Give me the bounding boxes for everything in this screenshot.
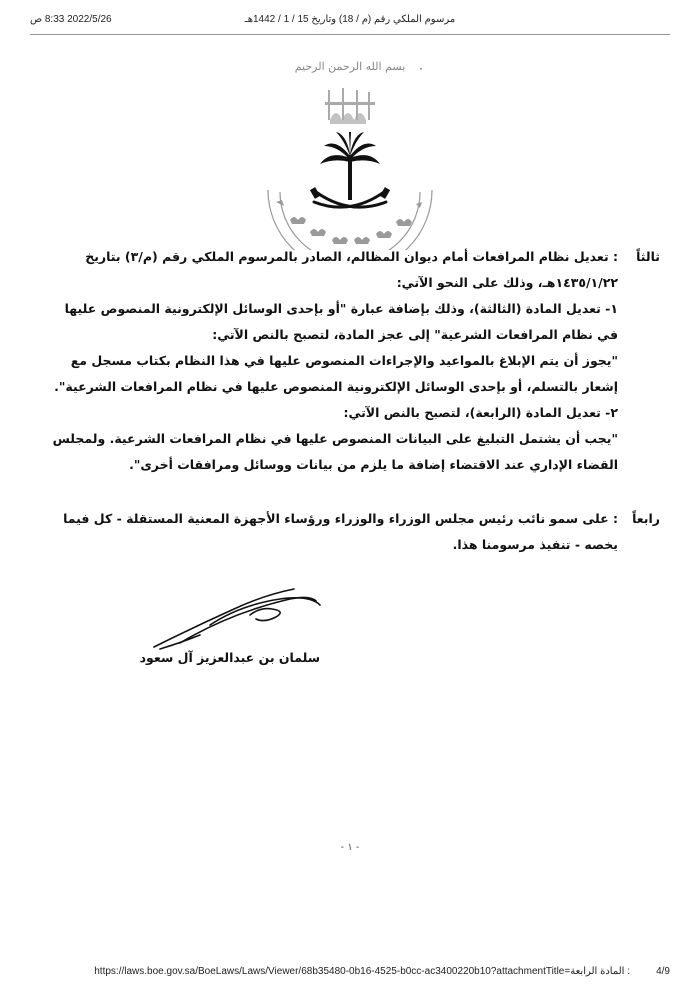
paragraph: "يجب أن يشتمل التبليغ على البيانات المنصوص عليها في نظام المرافعات الشرعية. ولمجلس القضاء الإداري عند الاقتضاء إضافة ما يلزم من بيانات ووسائل ومرافقات أخرى".: [52, 431, 618, 472]
section-fourth: [40, 506, 660, 558]
page-count: 4/9: [656, 966, 670, 977]
section-third: [40, 244, 660, 506]
signer-name: سلمان بن عبدالعزيز آل سعود: [139, 650, 320, 665]
source-url: https://laws.boe.gov.sa/BoeLaws/Laws/Viewer/68b35480-0b16-4525-b0cc-ac3400220b10?attachmentTitle=المادة الرابعة :: [94, 966, 630, 977]
header-divider: [30, 34, 670, 35]
royal-emblem: [250, 60, 450, 250]
palm-swords-emblem-icon: [250, 80, 450, 250]
paragraph: : تعديل نظام المرافعات أمام ديوان المظالم، الصادر بالمرسوم الملكي رقم (م/٣) بتاريخ ١٤٣٥/١/٢٢هـ، وذلك على النحو الآتي:: [85, 249, 618, 290]
paragraph: ١- تعديل المادة (الثالثة)، وذلك بإضافة عبارة "أو بإحدى الوسائل الإلكترونية المنصوص عليها في نظام المرافعات الشرعية" إلى عجز المادة، لتصبح بالنص الآتي:: [64, 301, 618, 342]
page-mark: ٠: [418, 62, 424, 75]
print-datetime: 2022/5/26 8:33 ص: [30, 14, 112, 25]
print-header: [30, 14, 670, 32]
bismillah-text: بسم الله الرحمن الرحيم: [294, 60, 406, 73]
page-number: - ١ -: [340, 842, 360, 853]
print-title: مرسوم الملكي رقم (م / 18) وتاريخ 15 / 1 / 1442هـ: [244, 14, 456, 25]
section-label: رابعاً: [632, 511, 660, 526]
paragraph: ٢- تعديل المادة (الرابعة)، لتصبح بالنص الآتي:: [343, 405, 618, 420]
paragraph: : على سمو نائب رئيس مجلس الوزراء والوزراء ورؤساء الأجهزة المعنية المستقلة - كل فيما يخصه - تنفيذ مرسومنا هذا.: [63, 511, 618, 552]
handwritten-signature-icon: [150, 585, 350, 655]
print-footer: [30, 966, 670, 982]
paragraph: "يجوز أن يتم الإبلاغ بالمواعيد والإجراءات المنصوص عليها في هذا النظام بكتاب مسجل مع إشعار بالتسلم، أو بإحدى الوسائل الإلكترونية المنصوص عليها في نظام المرافعات الشرعية".: [54, 353, 618, 394]
decree-body: [40, 244, 660, 558]
section-label: ثالثاً: [636, 249, 660, 264]
